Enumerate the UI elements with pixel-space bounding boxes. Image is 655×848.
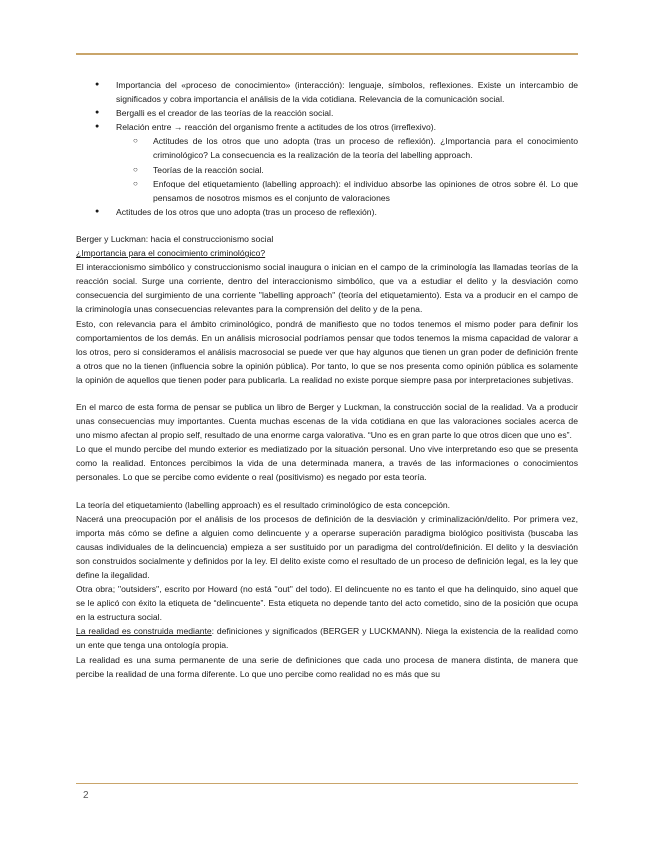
bullet-text: Relación entre → reacción del organismo frente a actitudes de los otros (irreflexivo).: [116, 122, 437, 133]
footer-rule: [76, 783, 578, 784]
paragraph: Esto, con relevancia para el ámbito criminológico, pondrá de manifiesto que no todos tenemos el mismo poder para definir los comportamientos de los demás. En un análisis microsocial podríamos pensar que todos tenemos la misma capacidad de valorar a los otros, pero si consideramos el análisis macrosocial se puede ver que hay algunos que tienen un gran poder de definición frente a otros que no la tienen (influencia sobre la opinión pública). Por tanto, lo que se nos presenta como opinión pública es solamente la opinión de aquellos que tienen poder para publicarla. La realidad no existe porque siempre pasa por interpretaciones subjetivas.: [76, 318, 578, 385]
paragraph: Otra obra; ''outsiders'', escrito por Howard (no está ''out'' del todo). El delincuente no es tanto el que ha delinquido, sino aquel que se le aplicó con éxito la etiqueta de “delincuente”. Esta etiqueta no depende tanto del acto cometido, sino de la posición que ocupa en la estructura social.: [76, 584, 578, 623]
page-number: 2: [83, 790, 89, 801]
bullet-item: ● Importancia del «proceso de conocimiento» (interacción): lenguaje, símbolos, reflexiones. Existe un intercambio de significados y cobra importancia el análisis de la vida cotidiana. Relevancia de la comunicación social.: [76, 78, 578, 106]
paragraph: [76, 624, 578, 652]
sub-bullet-item: ○ Enfoque del etiquetamiento (labelling approach): el individuo absorbe las opiniones de otros sobre él. Lo que pensamos de nosotros mismos es el conjunto de valoraciones: [116, 177, 578, 205]
paragraph: Nacerá una preocupación por el análisis de los procesos de definición de la desviación y criminalización/delito. Por primera vez, importa más cómo se define a alguien como delincuente y a operarse superación paradigma biológico positivista (buscaba las causas individuales de la delincuencia) empieza a ser sustituido por un paradigma del control/definición. El delito y la desviación son construidos socialmente y definidos por la ley. El delito existe como el resultado de un proceso de definición legal, es la ley que define la ilegalidad.: [76, 513, 578, 580]
paragraph: La teoría del etiquetamiento (labelling approach) es el resultado criminológico de esta concepción.: [76, 499, 451, 510]
section-subheading: ¿Importancia para el conocimiento criminológico?: [76, 248, 266, 259]
document-body: [76, 78, 578, 681]
section-heading: Berger y Luckman: hacia el construccionismo social: [76, 233, 274, 244]
sub-bullet-list: [116, 134, 578, 204]
paragraph: El interaccionismo simbólico y construccionismo social inaugura o inician en el campo de la criminología las llamadas teorías de la reacción social. Surge una corriente, dentro del interaccionismo simbólico, que va a estudiar el delito y la desviación como consecuencia del surgimiento de una corriente ''labelling approach'' (teoría del etiquetamiento). Esta va a producir en el campo de la criminología unas consecuencias relevantes para la comprensión del delito y de la pena.: [76, 262, 578, 315]
bullet-item: ● Actitudes de los otros que uno adopta (tras un proceso de reflexión).: [76, 205, 578, 219]
sub-bullet-item: ○ Actitudes de los otros que uno adopta (tras un proceso de reflexión). ¿Importancia para el conocimiento criminológico? La consecuencia es la realización de la teoría del labelling approach.: [116, 134, 578, 162]
underlined-phrase: La realidad es construida mediante: [76, 626, 212, 637]
paragraph-text: : definiciones y significados (BERGER y LUCKMANN). Niega la existencia de la realidad como un ente que tenga una ontología propia.: [76, 626, 578, 651]
bullet-item: ● Bergalli es el creador de las teorías de la reacción social.: [76, 106, 578, 120]
bullet-list: [76, 78, 578, 219]
paragraph: Lo que el mundo percibe del mundo exterior es mediatizado por la situación personal. Uno vive interpretando eso que se presenta como la realidad. Entonces percibimos la vida de una determinada manera, a través de las informaciones o conocimientos personales. Lo que se percibe como evidente o real (positivismo) es negado por esta teoría.: [76, 444, 578, 483]
paragraph: La realidad es una suma permanente de una serie de definiciones que cada uno procesa de manera distinta, de manera que percibe la realidad de una forma diferente. Lo que uno percibe como realidad no es más que su: [76, 654, 578, 679]
paragraph: En el marco de esta forma de pensar se publica un libro de Berger y Luckman, la construcción social de la realidad. Va a producir unas consecuencias muy importantes. Cuenta muchas escenas de la vida cotidiana en que las valoraciones sociales acerca de uno mismo afectan al propio self, resultado de una enorme carga valorativa. “Uno es en gran parte lo que otros dicen que uno es”.: [76, 401, 578, 441]
bullet-item: [76, 120, 578, 205]
sub-bullet-item: ○ Teorías de la reacción social.: [116, 163, 578, 177]
header-rule: [76, 53, 578, 55]
